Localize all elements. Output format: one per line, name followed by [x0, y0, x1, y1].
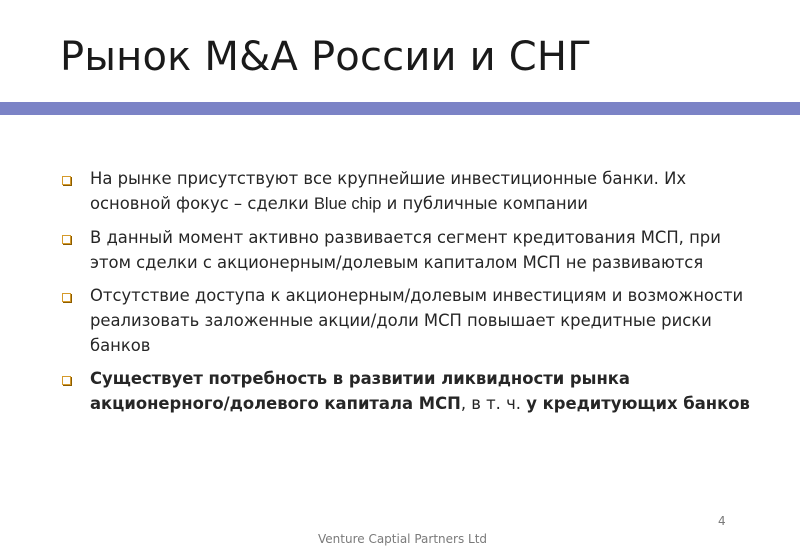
bullet-text: Существует потребность в развитии ликвидности рынка акционерного/долевого капитала МСП, в т. ч. у кредитующих банков: [90, 369, 750, 413]
bullet-item: [62, 225, 752, 275]
bullet-text: Отсутствие доступа к акционерным/долевым инвестициям и возможности реализовать заложенные акции/доли МСП повышает кредитные риски банков: [90, 286, 744, 355]
bullet-list: [62, 166, 752, 424]
bullet-text: На рынке присутствуют все крупнейшие инвестиционные банки. Их основной фокус – сделки Blue chip и публичные компании: [90, 169, 687, 213]
bullet-item: [62, 166, 752, 217]
slide-title: Рынок M&A России и СНГ: [60, 34, 592, 80]
square-bullet-icon: [62, 235, 71, 244]
bullet-item: [62, 283, 752, 358]
title-divider-bar: [0, 102, 800, 115]
bullet-text: В данный момент активно развивается сегмент кредитования МСП, при этом сделки с акционерным/долевым капиталом МСП не развиваются: [90, 228, 721, 272]
square-bullet-icon: [62, 293, 71, 302]
footer-text: Venture Captial Partners Ltd: [318, 532, 488, 546]
square-bullet-icon: [62, 176, 71, 185]
bullet-item: [62, 366, 752, 416]
page-number: 4: [718, 514, 726, 528]
square-bullet-icon: [62, 376, 71, 385]
